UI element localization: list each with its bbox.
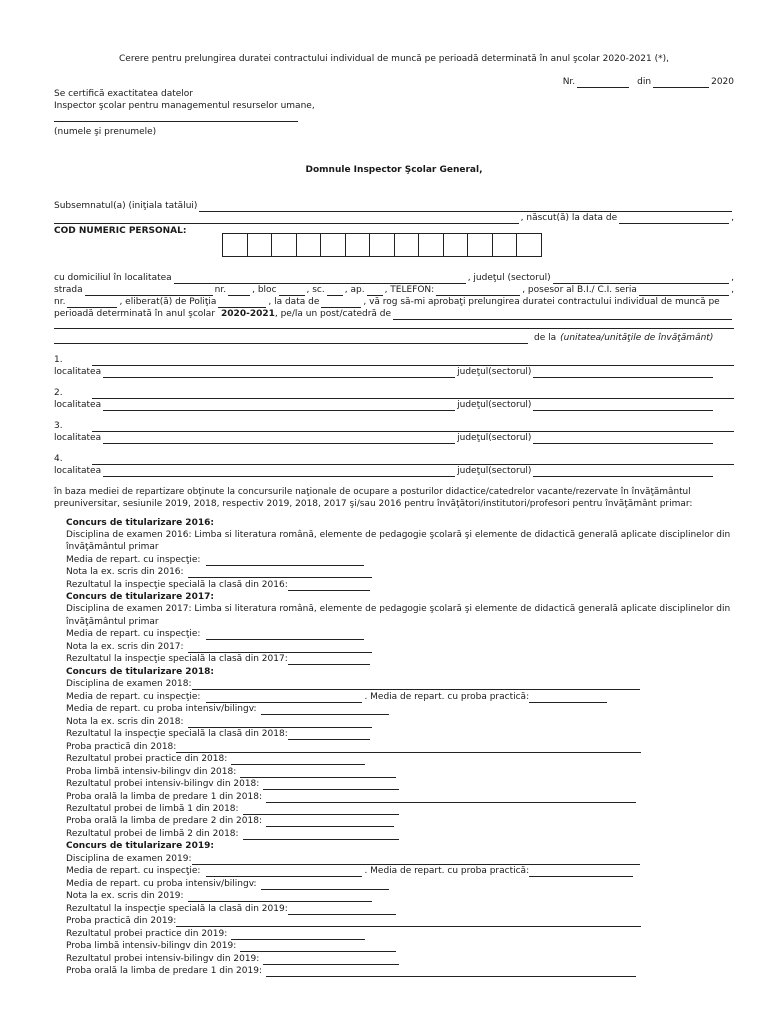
pp-field[interactable]: [176, 918, 641, 927]
staircase-label: , sc.: [306, 285, 325, 295]
contest-2016-media-row: [66, 554, 734, 566]
disc-field[interactable]: [192, 681, 640, 690]
din-label: din: [637, 77, 652, 87]
issue-date-label: , la data de: [268, 297, 320, 307]
orala2-field[interactable]: [266, 818, 394, 827]
applicant-name-row: [54, 200, 734, 212]
period-label: perioadă determinată în anul şcolar: [54, 309, 216, 319]
contest-2019-pp-row: [66, 915, 734, 927]
unit-county-label: judeţul(sectorul): [457, 400, 532, 410]
number-label: nr.: [214, 285, 227, 295]
cnp-digit-box[interactable]: [516, 233, 542, 257]
comma: ,: [731, 285, 734, 295]
locality-label: cu domiciliul în localitatea: [54, 273, 172, 283]
id-issue-row: [54, 296, 734, 308]
contest-2017-nota-row: [66, 641, 734, 653]
unit-county-field[interactable]: [533, 369, 713, 378]
rez-field[interactable]: [288, 731, 370, 740]
rez-label: Rezultatul la inspecţie specială la clasă din 2018:: [66, 729, 288, 739]
orala1-label: Proba orală la limba de predare 1 din 2018:: [66, 792, 262, 802]
rez-limba-label: Rezultatul probei intensiv-bilingv din 2018:: [66, 779, 260, 789]
cnp-digit-box[interactable]: [247, 233, 273, 257]
unit-location-row-1: [54, 366, 734, 378]
contest-2016-nota-row: [66, 566, 734, 578]
registration-number-row: [54, 76, 734, 88]
contest-2018-rez-limba-row: [66, 778, 734, 790]
disc-label: Disciplina de examen 2018:: [66, 679, 192, 689]
media-field[interactable]: [206, 631, 364, 640]
contest-2019-intensiv-row: [66, 878, 734, 890]
contest-2018-title: Concurs de titularizare 2018:: [66, 667, 214, 677]
county-label: , judeţul (sectorul): [467, 273, 551, 283]
unit-locality-field[interactable]: [103, 402, 455, 411]
rez-l2-label: Rezultatul probei de limbă 2 din 2018:: [66, 829, 239, 839]
salutation: Domnule Inspector Şcolar General,: [305, 165, 483, 175]
basis-text-line-1: în baza mediei de repartizare obţinute la concursurile naţionale de ocupare a posturilor didactice/catedrelor vacante/rezervate în învăţământul: [54, 487, 691, 497]
media-pp-field[interactable]: [529, 868, 633, 877]
name-label: Subsemnatul(a) (iniţiala tatălui): [54, 201, 198, 211]
block-label: , bloc: [252, 285, 277, 295]
contest-2018-orala2-row: [66, 815, 734, 827]
comma: ,: [731, 273, 734, 283]
contest-2017-title: Concurs de titularizare 2017:: [66, 592, 214, 602]
unit-row-1: [54, 354, 734, 366]
pp-label: Proba practică din 2018:: [66, 742, 177, 752]
unit-locality-label: localitatea: [54, 466, 102, 476]
year-label: 2020: [711, 77, 734, 87]
unit-locality-field[interactable]: [103, 468, 455, 477]
unit-location-row-2: [54, 399, 734, 411]
contest-2018-rez-pp-row: [66, 753, 734, 765]
unit-row-3: [54, 420, 734, 432]
post-label: , pe/la un post/catedră de: [274, 309, 392, 319]
pp-label: Proba practică din 2019:: [66, 916, 177, 926]
issued-by-label: , eliberat(ă) de Poliţia: [119, 297, 217, 307]
name-hint: (numele şi prenumele): [54, 127, 157, 137]
nota-label: Nota la ex. scris din 2016:: [66, 567, 184, 577]
media-pp-label: . Media de repart. cu proba practică:: [364, 692, 530, 702]
birth-row: [54, 212, 734, 224]
unit-location-row-4: [54, 465, 734, 477]
address-locality-row: [54, 272, 734, 284]
unit-county-label: judeţul(sectorul): [457, 367, 532, 377]
nota-label: Nota la ex. scris din 2018:: [66, 717, 184, 727]
contest-2018-orala1-row: [66, 791, 734, 803]
id-series-label: , posesor al B.I./ C.I. seria: [522, 285, 637, 295]
contest-2018-intensiv-row: [66, 703, 734, 715]
rez-limba-label: Rezultatul probei intensiv-bilingv din 2019:: [66, 954, 260, 964]
nr-label: Nr.: [562, 77, 576, 87]
cnp-digit-box[interactable]: [345, 233, 371, 257]
contest-2019-media-row: [66, 865, 734, 877]
comma: ,: [731, 213, 734, 223]
contest-2019-rez-pp-row: [66, 928, 734, 940]
contest-2018-limba-row: [66, 766, 734, 778]
orala2-label: Proba orală la limba de predare 2 din 2018:: [66, 816, 262, 826]
school-unit-hint: (unitatea/unităţile de învăţământ): [560, 333, 714, 343]
inspector-name-field[interactable]: [54, 113, 298, 122]
contest-2019-disc-row: [66, 853, 734, 865]
contest-2019-title: Concurs de titularizare 2019:: [66, 841, 214, 851]
basis-text-line-2: preuniversitar, sesiunile 2019, 2018, respectiv 2019, 2018, 2017 şi/sau 2016 pentru învăţători/institutori/profesori pentru învăţământ primar:: [54, 499, 693, 509]
contest-2018-media-row: [66, 691, 734, 703]
cnp-label: COD NUMERIC PERSONAL:: [54, 226, 187, 236]
contest-2019-rez-row: [66, 903, 734, 915]
rez-pp-label: Rezultatul probei practice din 2019:: [66, 929, 228, 939]
rez-l1-label: Rezultatul probei de limbă 1 din 2018:: [66, 804, 239, 814]
cnp-digit-box[interactable]: [394, 233, 420, 257]
address-street-row: [54, 284, 734, 296]
contest-2016-discipline-cont: învăţământul primar: [66, 542, 159, 552]
contest-2018-nota-row: [66, 716, 734, 728]
contest-2018-pp-row: [66, 741, 734, 753]
contest-2019-nota-row: [66, 890, 734, 902]
contest-2018-rez-row: [66, 728, 734, 740]
period-row: [54, 308, 734, 320]
rez-label: Rezultatul la inspecţie specială la clasă din 2017:: [66, 654, 288, 664]
school-year: 2020-2021: [221, 309, 275, 319]
cnp-digit-box[interactable]: [296, 233, 322, 257]
intensiv-label: Media de repart. cu proba intensiv/bilingv:: [66, 704, 257, 714]
contest-2017-media-row: [66, 628, 734, 640]
nota-field[interactable]: [188, 569, 372, 578]
cnp-digit-box[interactable]: [222, 233, 248, 257]
unit-county-label: judeţul(sectorul): [457, 466, 532, 476]
contest-2019-rez-limba-row: [66, 953, 734, 965]
contest-2017-discipline-cont: învăţământul primar: [66, 617, 159, 627]
rez-pp-field[interactable]: [231, 756, 365, 765]
form-title: Cerere pentru prelungirea duratei contractului individual de muncă pe perioadă determinată în anul şcolar 2020-2021 (*),: [119, 54, 669, 64]
school-unit-field[interactable]: [54, 335, 528, 344]
limba-label: Proba limbă intensiv-bilingv din 2019:: [66, 941, 237, 951]
contest-2019-orala1-row: [66, 965, 734, 977]
inspector-name-row: [54, 113, 734, 122]
post-cont-field[interactable]: [54, 320, 734, 329]
rez-label: Rezultatul la inspecţie specială la clasă din 2019:: [66, 904, 288, 914]
unit-locality-label: localitatea: [54, 367, 102, 377]
limba-label: Proba limbă intensiv-bilingv din 2018:: [66, 767, 237, 777]
media-pp-label: . Media de repart. cu proba practică:: [364, 866, 530, 876]
orala1-field[interactable]: [266, 968, 636, 977]
contest-2018-rez-l1-row: [66, 803, 734, 815]
unit-locality-field[interactable]: [103, 435, 455, 444]
unit-number: 2.: [54, 388, 63, 398]
cnp-digit-box[interactable]: [418, 233, 444, 257]
media-field[interactable]: [206, 868, 362, 877]
unit-locality-field[interactable]: [103, 369, 455, 378]
media-label: Media de repart. cu inspecţie:: [66, 555, 201, 565]
unit-locality-label: localitatea: [54, 433, 102, 443]
unit-county-label: judeţul(sectorul): [457, 433, 532, 443]
cnp-digit-box[interactable]: [443, 233, 469, 257]
unit-number: 1.: [54, 355, 63, 365]
contest-2017-discipline: Disciplina de examen 2017: Limba si literatura română, elemente de pedagogie şcolară şi elemente de didactică generală aplicate disciplinelor din: [66, 604, 731, 614]
id-number-label: nr.: [54, 297, 66, 307]
intensiv-label: Media de repart. cu proba intensiv/bilingv:: [66, 879, 257, 889]
birth-date-field[interactable]: [619, 215, 729, 224]
contest-2018-disc-row: [66, 678, 734, 690]
rez-pp-label: Rezultatul probei practice din 2018:: [66, 754, 228, 764]
cnp-digit-box[interactable]: [369, 233, 395, 257]
limba-field[interactable]: [240, 943, 396, 952]
cnp-digit-box[interactable]: [320, 233, 346, 257]
cnp-digit-box[interactable]: [271, 233, 297, 257]
unit-number: 3.: [54, 421, 63, 431]
applicant-name-cont-field[interactable]: [54, 215, 519, 224]
unit-row-4: [54, 453, 734, 465]
rez-field[interactable]: [288, 656, 370, 665]
unit-county-field[interactable]: [533, 402, 713, 411]
cnp-digit-box[interactable]: [467, 233, 493, 257]
contest-2016-title: Concurs de titularizare 2016:: [66, 518, 214, 528]
unit-locality-label: localitatea: [54, 400, 102, 410]
contest-2016-discipline: Disciplina de examen 2016: Limba si literatura română, elemente de pedagogie şcolară şi elemente de didactică generală aplicate disciplinelor din: [66, 530, 731, 540]
rez-label: Rezultatul la inspecţie specială la clasă din 2016:: [66, 580, 288, 590]
phone-label: , TELEFON:: [384, 285, 435, 295]
orala1-label: Proba orală la limba de predare 1 din 2019:: [66, 966, 262, 976]
contest-2018-rez-l2-row: [66, 828, 734, 840]
cnp-boxes: [222, 233, 542, 257]
contest-2019-limba-row: [66, 940, 734, 952]
request-text: , vă rog să-mi aprobaţi prelungirea duratei contractului individual de muncă pe: [363, 297, 720, 307]
unit-county-field[interactable]: [533, 468, 713, 477]
intensiv-field[interactable]: [261, 706, 389, 715]
apartment-label: , ap.: [344, 285, 365, 295]
contest-2016-rez-row: [66, 579, 734, 591]
unit-county-field[interactable]: [533, 435, 713, 444]
disc-label: Disciplina de examen 2019:: [66, 854, 192, 864]
street-label: strada: [54, 285, 83, 295]
nota-field[interactable]: [188, 893, 372, 902]
unit-location-row-3: [54, 432, 734, 444]
contest-2017-rez-row: [66, 653, 734, 665]
nota-label: Nota la ex. scris din 2017:: [66, 642, 184, 652]
rez-limba-field[interactable]: [263, 781, 399, 790]
nota-label: Nota la ex. scris din 2019:: [66, 891, 184, 901]
born-label: , născut(ă) la data de: [520, 213, 618, 223]
media-label: Media de repart. cu inspecţie:: [66, 866, 201, 876]
post-cont-row: [54, 320, 734, 329]
media-label: Media de repart. cu inspecţie:: [66, 629, 201, 639]
unit-number: 4.: [54, 454, 63, 464]
cnp-digit-box[interactable]: [492, 233, 518, 257]
unit-row-2: [54, 387, 734, 399]
school-unit-row: [54, 332, 734, 344]
media-label: Media de repart. cu inspecţie:: [66, 692, 201, 702]
certification-text: Se certifică exactitatea datelor: [54, 89, 194, 99]
from-label: de la: [534, 333, 557, 343]
inspector-title: Inspector şcolar pentru managementul resurselor umane,: [54, 101, 315, 111]
